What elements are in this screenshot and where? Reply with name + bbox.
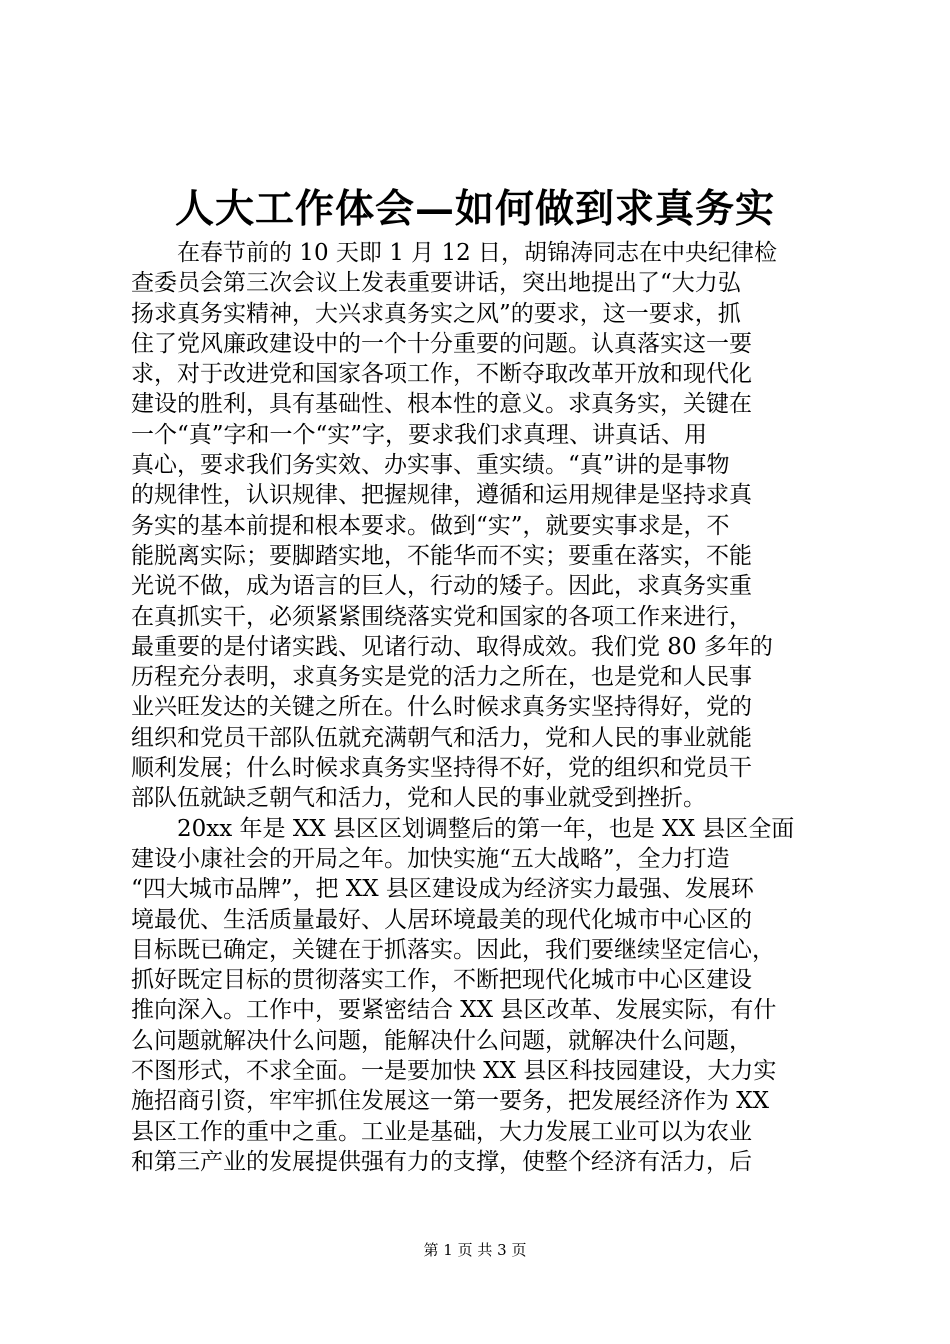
body-line: 一个“真”字和一个“实”字，要求我们求真理、讲真话、用: [131, 421, 708, 448]
body-line: 目标既已确定，关键在于抓落实。因此，我们要继续坚定信心，: [131, 936, 775, 963]
body-line: 境最优、生活质量最好、人居环境最美的现代化城市中心区的: [131, 906, 752, 933]
page-footer: 第 1 页 共 3 页: [423, 1241, 527, 1259]
body-line: 么问题就解决什么问题，能解决什么问题，就解决什么问题，: [131, 1027, 752, 1054]
body-line: 历程充分表明，求真务实是党的活力之所在，也是党和人民事: [131, 664, 752, 691]
body-line: 顺利发展；什么时候求真务实坚持得不好，党的组织和党员干: [131, 755, 752, 782]
body-line: 20xx 年是 XX 县区区划调整后的第一年，也是 XX 县区全面: [131, 815, 795, 842]
body-line: 建设的胜利，具有基础性、根本性的意义。求真务实，关键在: [131, 391, 752, 418]
body-line: 不图形式，不求全面。一是要加快 XX 县区科技园建设，大力实: [131, 1058, 777, 1085]
body-line: 能脱离实际；要脚踏实地，不能华而不实；要重在落实，不能: [131, 542, 752, 569]
body-line: 扬求真务实精神，大兴求真务实之风”的要求，这一要求，抓: [131, 300, 741, 327]
body-line: 县区工作的重中之重。工业是基础，大力发展工业可以为农业: [131, 1118, 752, 1145]
body-line: 组织和党员干部队伍就充满朝气和活力，党和人民的事业就能: [131, 724, 752, 751]
body-line: 查委员会第三次会议上发表重要讲话，突出地提出了“大力弘: [131, 270, 741, 297]
body-line: 施招商引资，牢牢抓住发展这一第一要务，把发展经济作为 XX: [131, 1088, 770, 1115]
body-line: 光说不做，成为语言的巨人，行动的矮子。因此，求真务实重: [131, 573, 752, 600]
body-line: 住了党风廉政建设中的一个十分重要的问题。认真落实这一要: [131, 330, 752, 357]
body-line: 抓好既定目标的贯彻落实工作，不断把现代化城市中心区建设: [131, 967, 752, 994]
body-line: “四大城市品牌”，把 XX 县区建设成为经济实力最强、发展环: [131, 876, 754, 903]
body-line: 务实的基本前提和根本要求。做到“实”，就要实事求是，不: [131, 512, 730, 539]
document-title: 人大工作体会—如何做到求真务实: [174, 186, 775, 232]
body-line: 的规律性，认识规律、把握规律，遵循和运用规律是坚持求真: [131, 482, 752, 509]
body-line: 在真抓实干，必须紧紧围绕落实党和国家的各项工作来进行，: [131, 603, 752, 630]
document-body: [131, 238, 831, 1177]
body-line: 求，对于改进党和国家各项工作，不断夺取改革开放和现代化: [131, 361, 752, 388]
body-line: 和第三产业的发展提供强有力的支撑，使整个经济有活力，后: [131, 1148, 752, 1175]
body-line: 业兴旺发达的关键之所在。什么时候求真务实坚持得好，党的: [131, 694, 752, 721]
body-line: 部队伍就缺乏朝气和活力，党和人民的事业就受到挫折。: [131, 785, 706, 812]
body-line: 最重要的是付诸实践、见诸行动、取得成效。我们党 80 多年的: [131, 633, 773, 660]
body-line: 在春节前的 10 天即 1 月 12 日，胡锦涛同志在中央纪律检: [131, 240, 778, 266]
body-line: 推向深入。工作中，要紧密结合 XX 县区改革、发展实际，有什: [131, 997, 777, 1024]
body-line: 建设小康社会的开局之年。加快实施“五大战略”，全力打造: [131, 845, 730, 872]
body-line: 真心，要求我们务实效、办实事、重实绩。“真”讲的是事物: [131, 452, 730, 479]
